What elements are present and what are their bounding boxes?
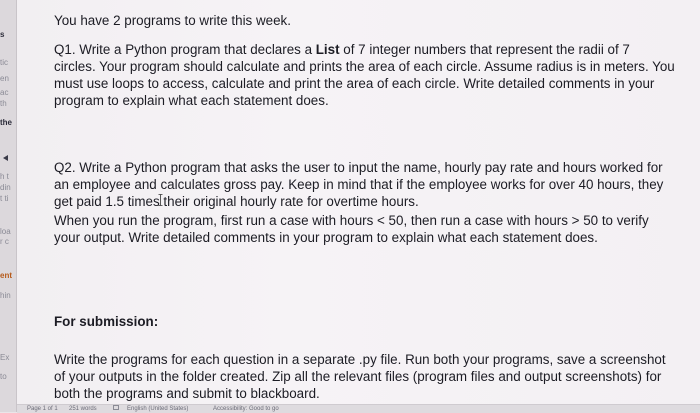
strip-fragment: t ti: [0, 194, 9, 203]
q1-line: circles. Your program should calculate and prints the area of each circle. Assume radius is in meters. You: [54, 59, 675, 74]
document-page[interactable]: [17, 0, 700, 404]
word-count[interactable]: 251 words: [69, 406, 97, 412]
submission-instructions: [54, 351, 666, 402]
proofing-icon[interactable]: [113, 405, 119, 410]
strip-fragment: h t: [0, 172, 9, 181]
submission-line: Write the programs for each question in a separate .py file. Run both your programs, save a screenshot: [54, 352, 666, 367]
background-window-strip: [0, 0, 17, 412]
submission-line: both the programs and submit to blackboard.: [54, 386, 320, 401]
strip-fragment: ent: [0, 271, 12, 280]
page-count[interactable]: Page 1 of 1: [27, 406, 58, 412]
list-keyword: List: [315, 42, 340, 57]
strip-fragment: the: [0, 118, 12, 127]
question-2: [54, 159, 666, 210]
arrow-icon: [2, 154, 10, 162]
strip-fragment: ac: [0, 88, 9, 97]
text-cursor-icon: [158, 194, 163, 206]
q2-line: Q2. Write a Python program that asks the user to input the name, hourly pay rate and hours worked for: [54, 160, 663, 175]
q1-line: must use loops to access, calculate and print the area of each circle. Write detailed comments in your: [54, 76, 655, 91]
strip-fragment: tic: [0, 58, 8, 67]
submission-heading-text: For submission:: [54, 314, 159, 329]
strip-fragment: en: [0, 74, 9, 83]
language-status[interactable]: English (United States): [127, 406, 189, 412]
accessibility-status[interactable]: Accessibility: Good to go: [213, 406, 279, 412]
question-1: [54, 41, 675, 109]
strip-fragment: s: [0, 30, 5, 39]
strip-fragment: to: [0, 372, 7, 381]
strip-fragment: hin: [0, 291, 11, 300]
run-line: your output. Write detailed comments in your program to explain what each statement does.: [54, 230, 598, 245]
q2-line: an employee and calculates gross pay. Keep in mind that if the employee works for over 40 hours, they: [54, 177, 664, 192]
run-instructions: [54, 212, 666, 246]
run-line: When you run the program, first run a case with hours < 50, then run a case with hours > 50 to verify: [54, 213, 649, 228]
strip-fragment: din: [0, 183, 11, 192]
q1-text: Q1. Write a Python program that declares a: [54, 42, 316, 57]
q1-line: [54, 41, 666, 58]
strip-fragment: r c: [0, 237, 9, 246]
q1-line: program to explain what each statement does.: [54, 93, 329, 108]
document-intro: [54, 12, 666, 29]
strip-fragment: th: [0, 99, 7, 108]
q1-text: of 7 integer numbers that represent the radii of 7: [339, 42, 630, 57]
intro-line: You have 2 programs to write this week.: [54, 13, 291, 28]
submission-heading: [54, 313, 666, 330]
strip-fragment: loa: [0, 227, 11, 236]
q2-line: get paid 1.5 times their original hourly rate for overtime hours.: [54, 194, 419, 209]
submission-line: of your outputs in the folder created. Zip all the relevant files (program files and output screenshots) for: [54, 369, 662, 384]
strip-fragment: Ex: [0, 353, 10, 362]
